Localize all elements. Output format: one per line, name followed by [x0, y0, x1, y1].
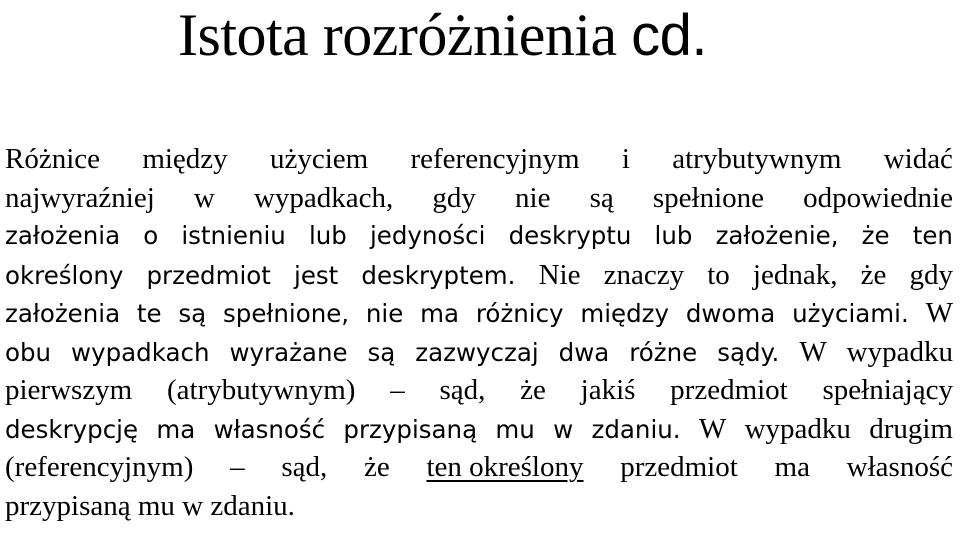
word: założenie,	[715, 221, 839, 250]
word: obu	[5, 337, 52, 367]
word: przedmiot	[670, 374, 788, 406]
word: istnieniu	[181, 221, 286, 250]
slide-body-paragraph	[5, 140, 953, 525]
word: przedmiot	[620, 451, 738, 483]
word: zazwyczaj	[415, 337, 539, 367]
word: ma	[774, 451, 810, 483]
word: nie	[515, 181, 551, 214]
word: lub	[308, 221, 347, 250]
word: W	[698, 412, 727, 445]
word: najwyraźniej	[5, 181, 155, 214]
word: sądy.	[717, 337, 780, 367]
word: użyciami.	[792, 299, 909, 328]
word: wypadku	[744, 412, 851, 445]
word: ma	[420, 299, 460, 328]
word: wypadkach,	[253, 181, 394, 214]
word: ten	[912, 221, 953, 250]
word: mu	[495, 414, 535, 444]
paragraph-line-2	[5, 179, 953, 218]
paragraph-line-1	[5, 140, 953, 179]
paragraph-line-10	[5, 487, 953, 526]
word: i	[621, 143, 630, 175]
word: Nie	[538, 258, 581, 291]
word: sąd,	[439, 374, 486, 406]
word: –	[390, 374, 405, 406]
word: zdaniu.	[591, 414, 681, 444]
word: jakiś	[580, 374, 636, 406]
word: jednak,	[752, 258, 838, 291]
word: dwa	[558, 337, 610, 367]
word: różne	[629, 337, 698, 367]
slide-title-main: Istota rozróżnienia	[178, 2, 632, 68]
paragraph-line-6	[5, 333, 953, 372]
word: spełnione	[652, 181, 765, 214]
word: ma	[156, 414, 196, 444]
word: przedmiot	[146, 260, 271, 290]
word: deskryptem.	[361, 260, 516, 290]
word: między	[142, 143, 228, 175]
word: deskrypcję	[5, 414, 139, 444]
word: deskryptu	[508, 221, 632, 250]
word: odpowiednie	[803, 181, 953, 214]
word: (atrybutywnym)	[167, 374, 356, 406]
word: własność	[846, 451, 953, 483]
word: określony	[5, 260, 124, 290]
word: lub	[654, 221, 693, 250]
word: –	[230, 451, 245, 483]
word: sąd,	[281, 451, 328, 483]
word: jedyności	[369, 221, 486, 250]
underlined-phrase: ten określony	[426, 451, 584, 483]
word: użyciem	[269, 143, 369, 175]
word: w	[553, 414, 574, 444]
word: własność	[213, 414, 326, 444]
word: są	[589, 181, 614, 214]
word: jest	[294, 260, 339, 290]
word: atrybutywnym	[672, 143, 842, 175]
word: nie	[365, 299, 404, 328]
line-text: przypisaną mu w zdaniu.	[5, 489, 295, 522]
word: dwoma	[685, 299, 776, 328]
word: są	[178, 299, 207, 328]
word: wypadkach	[71, 337, 210, 367]
paragraph-line-4	[5, 256, 953, 295]
slide-title	[178, 2, 707, 69]
word: Różnice	[5, 143, 101, 175]
word: założenia	[5, 221, 121, 250]
word: gdy	[909, 258, 953, 291]
word: gdy	[432, 181, 476, 214]
word: referencyjnym	[410, 143, 580, 175]
word: W	[925, 297, 953, 329]
word: różnicy	[475, 299, 564, 328]
word: pierwszym	[5, 374, 133, 406]
word: wypadku	[846, 335, 953, 368]
word: że	[520, 374, 546, 406]
word: spełniający	[822, 374, 953, 406]
word: są	[367, 337, 396, 367]
word: W	[799, 335, 827, 368]
word: że	[860, 258, 887, 291]
word: w	[193, 181, 215, 214]
word: że	[861, 221, 890, 250]
paragraph-line-3	[5, 217, 953, 256]
word: to	[707, 258, 730, 291]
paragraph-line-7	[5, 371, 953, 410]
paragraph-line-8	[5, 410, 953, 449]
word: te	[136, 299, 162, 328]
word: założenia	[5, 299, 121, 328]
word: między	[580, 299, 670, 328]
word: przypisaną	[343, 414, 478, 444]
paragraph-line-5	[5, 294, 953, 333]
word: o	[143, 221, 159, 250]
slide-title-tail: cd.	[631, 3, 707, 68]
paragraph-line-9	[5, 448, 953, 487]
word: (referencyjnym)	[5, 451, 194, 483]
word: spełnione,	[223, 299, 350, 328]
word: wyrażane	[229, 337, 348, 367]
word: że	[363, 451, 390, 483]
word: widać	[883, 143, 953, 175]
word: drugim	[869, 412, 953, 445]
word: znaczy	[603, 258, 685, 291]
